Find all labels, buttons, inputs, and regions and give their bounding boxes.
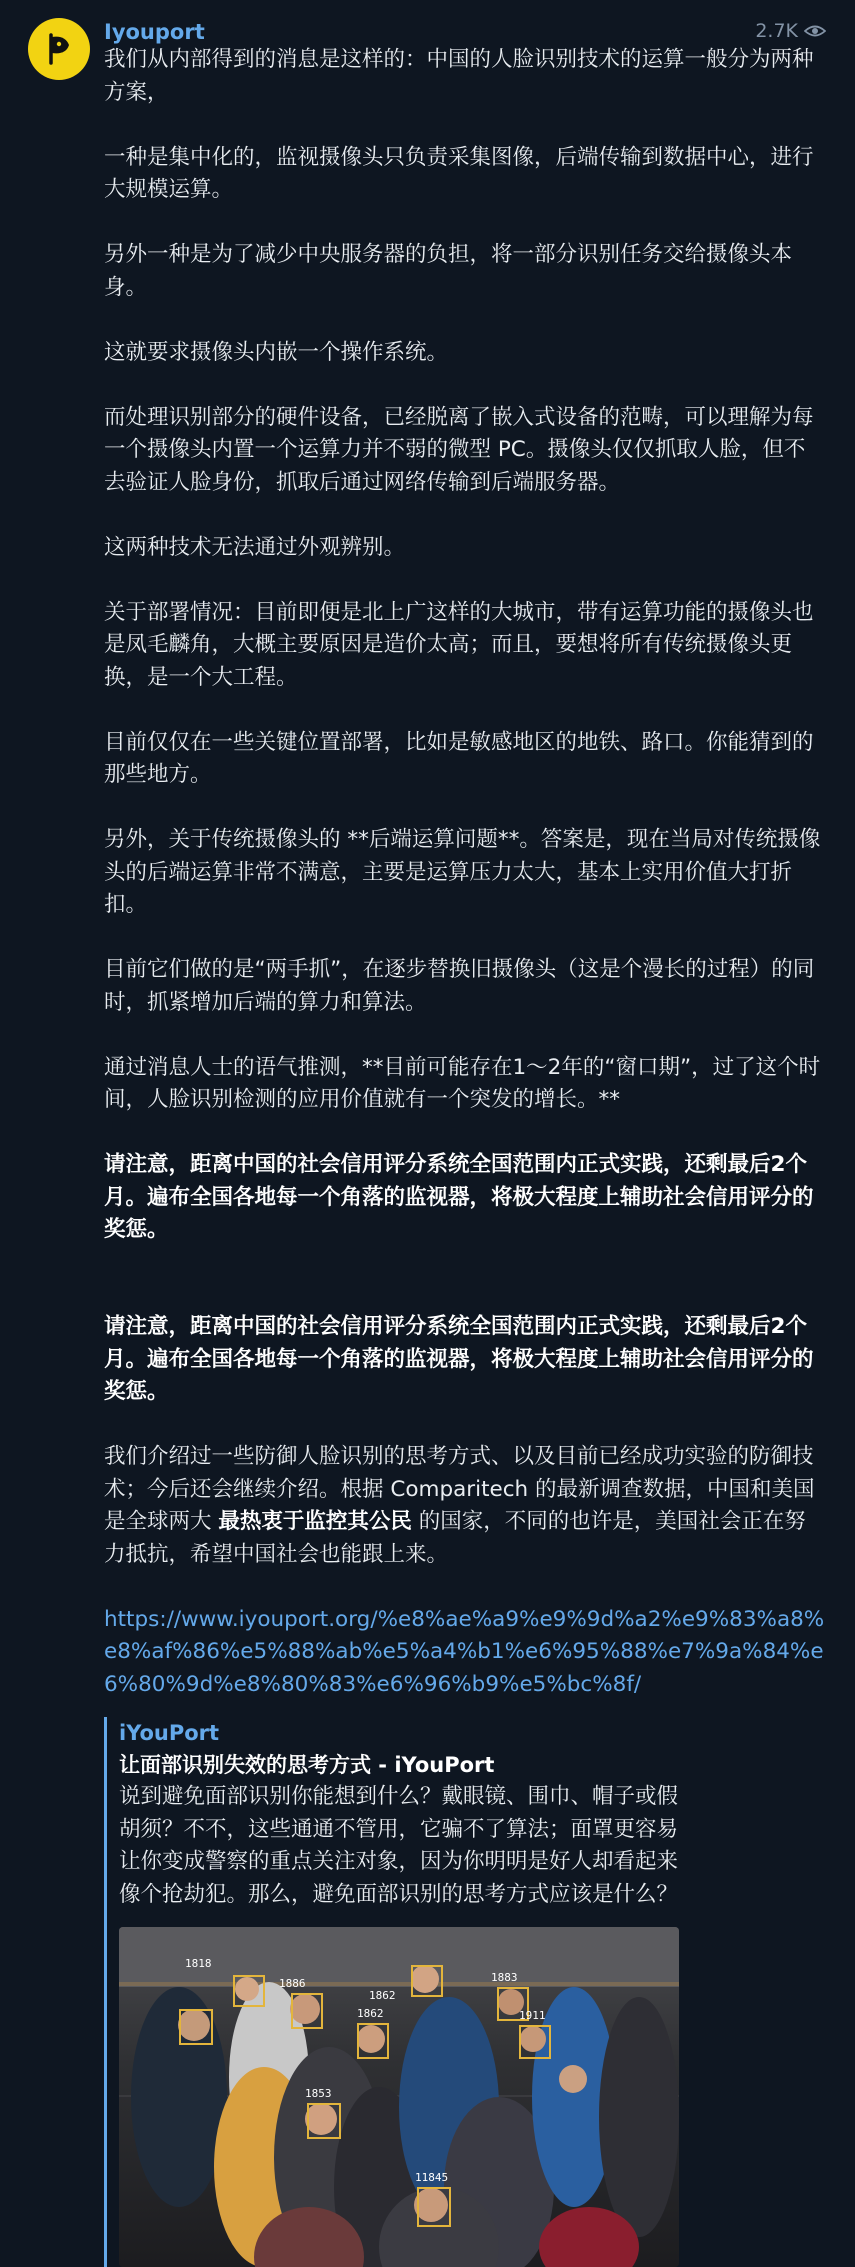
message-paragraph: 目前它们做的是“两手抓”，在逐步替换旧摄像头（这是个漫长的过程）的同时，抓紧增加后端的算力和算法。 — [104, 957, 815, 1015]
face-id-label: 11845 — [415, 2171, 449, 2184]
face-id-label: 1911 — [519, 2009, 546, 2022]
message-paragraph: 这两种技术无法通过外观辨别。 — [104, 534, 406, 560]
message-paragraph: 一种是集中化的，监视摄像头只负责采集图像，后端传输到数据中心，进行大规模运算。 — [104, 144, 814, 202]
message-paragraph: 另外，关于传统摄像头的 **后端运算问题**。答案是，现在当局对传统摄像头的后端运算非常不满意，主要是运算压力太大，基本上实用价值大打折扣。 — [104, 827, 821, 917]
preview-image[interactable] — [119, 1927, 679, 2267]
face-id-label: 1883 — [491, 1971, 518, 1984]
message-header — [104, 12, 826, 44]
face-detection-box — [411, 1965, 443, 1997]
face-id-label: 1862 — [357, 2007, 384, 2020]
text-run: 我们介绍过一些防御人脸识别的思考方式、以及目前已经成功实验的防御技术；今后还会继续介绍。根据 Comparitech 的最新调查数据，中国和美国是全球两大 — [104, 1444, 815, 1534]
face-id-label: 1818 — [185, 1957, 212, 1970]
message-text — [104, 44, 826, 1701]
message-paragraph: 我们从内部得到的消息是这样的：中国的人脸识别技术的运算一般分为两种方案， — [104, 47, 814, 105]
face-detection-box — [519, 2025, 551, 2059]
text-run: 的国家，不同的也许是，美国社会正在努力抵抗，希望中国社会也能跟上来。 — [104, 1509, 806, 1567]
message-paragraph: 另外一种是为了减少中央服务器的负担，将一部分识别任务交给摄像头本身。 — [104, 242, 793, 300]
bold-text-run: 最热衷于监控其公民 — [218, 1509, 412, 1534]
spacer — [104, 1279, 826, 1311]
message-paragraph — [104, 1441, 826, 1571]
view-count-text: 2.7K — [755, 20, 798, 42]
crowd-illustration — [119, 1927, 679, 2267]
face-detection-box — [179, 2009, 213, 2045]
face-id-label: 1886 — [279, 1977, 306, 1990]
channel-avatar[interactable] — [28, 18, 90, 80]
article-link[interactable]: https://www.iyouport.org/%e8%ae%a9%e9%9d%a2%e9%83%a8%e8%af%86%e5%88%ab%e5%a4%b1%e6%95%88%e7%9a%84%e6%80%9d%e8%80%83%e6%96%b9%e5%bc%8f/ — [104, 1606, 825, 1697]
bold-notice-paragraph: 请注意，距离中国的社会信用评分系统全国范围内正式实践，还剩最后2个月。遍布全国各地每一个角落的监视器，将极大程度上辅助社会信用评分的奖惩。 — [104, 1152, 814, 1242]
preview-title: 让面部识别失效的思考方式 - iYouPort — [119, 1753, 495, 1777]
view-count — [755, 20, 826, 42]
preview-description: 说到避免面部识别你能想到什么？戴眼镜、围巾、帽子或假胡须？不不，这些通通不管用，它骗不了算法；面罩更容易让你变成警察的重点关注对象，因为你明明是好人却看起来像个抢劫犯。那么，避免面部识别的思考方式应该是什么？ — [119, 1784, 679, 1907]
face-detection-box — [291, 1993, 323, 2029]
channel-name[interactable]: Iyouport — [104, 20, 205, 44]
message-paragraph: 通过消息人士的语气推测，**目前可能存在1～2年的“窗口期”，过了这个时间，人脸识别检测的应用价值就有一个突发的增长。** — [104, 1054, 821, 1112]
face-detection-box — [357, 2023, 389, 2059]
message-paragraph: 目前仅仅在一些关键位置部署，比如是敏感地区的地铁、路口。你能猜到的那些地方。 — [104, 729, 814, 787]
link-preview[interactable] — [104, 1717, 826, 2267]
face-id-label: 1853 — [305, 2087, 332, 2100]
face-detection-box — [417, 2187, 451, 2227]
message-paragraph: 而处理识别部分的硬件设备，已经脱离了嵌入式设备的范畴，可以理解为每一个摄像头内置一个运算力并不弱的微型 PC。摄像头仅仅抓取人脸，但不去验证人脸身份，抓取后通过网络传输到后端服务器。 — [104, 404, 814, 495]
face-detection-box — [233, 1975, 265, 2007]
bold-notice-paragraph: 请注意，距离中国的社会信用评分系统全国范围内正式实践，还剩最后2个月。遍布全国各地每一个角落的监视器，将极大程度上辅助社会信用评分的奖惩。 — [104, 1314, 814, 1404]
face-id-label: 1862 — [369, 1989, 396, 2002]
face-detection-box — [307, 2103, 341, 2139]
message-bubble — [104, 12, 826, 2267]
pirate-flag-icon — [39, 29, 79, 69]
eye-icon — [804, 24, 826, 38]
preview-site-name: iYouPort — [119, 1721, 220, 1745]
message-paragraph: 这就要求摄像头内嵌一个操作系统。 — [104, 339, 449, 365]
message-paragraph: 关于部署情况：目前即便是北上广这样的大城市，带有运算功能的摄像头也是凤毛麟角，大概主要原因是造价太高；而且，要想将所有传统摄像头更换，是一个大工程。 — [104, 599, 814, 690]
